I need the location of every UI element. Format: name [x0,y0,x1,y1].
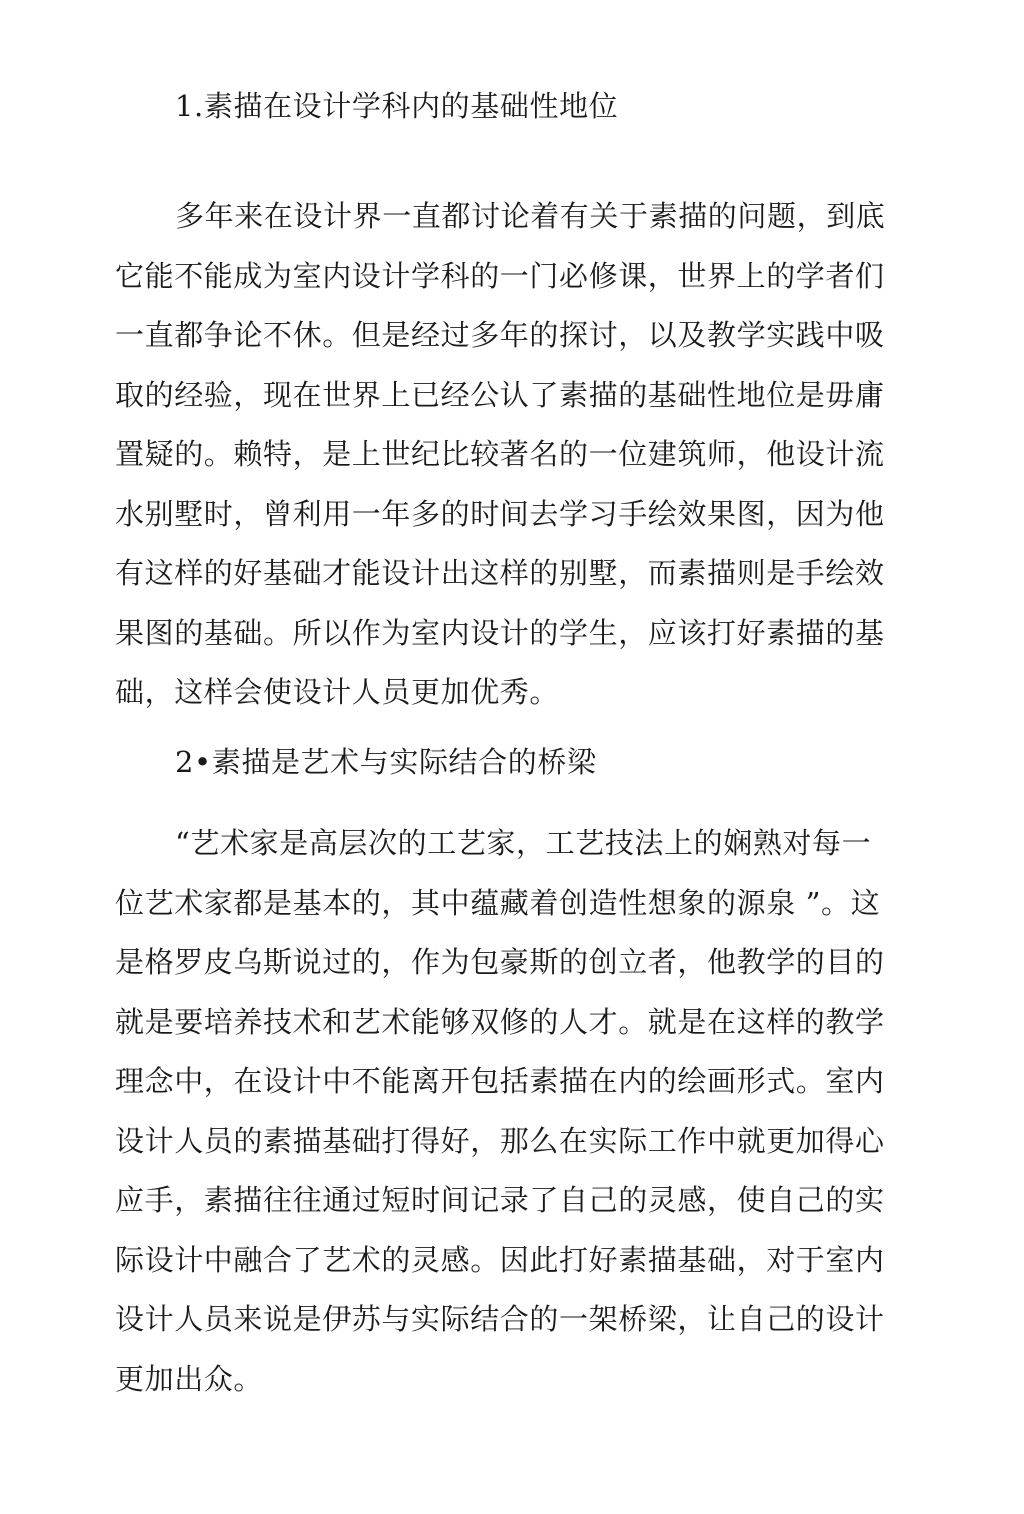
section-2-line-4: 就是要培养技术和艺术能够双修的人才。就是在这样的教学 [115,1005,885,1039]
section-2-line-5: 理念中，在设计中不能离开包括素描在内的绘画形式。室内 [115,1064,885,1098]
section-2-line-8: 际设计中融合了艺术的灵感。因此打好素描基础，对于室内 [115,1243,885,1277]
section-2-line-3: 是格罗皮乌斯说过的，作为包豪斯的创立者，他教学的目的 [115,945,885,979]
section-2-line-1: “艺术家是高层次的工艺家，工艺技法上的娴熟对每一 [175,826,872,860]
section-2-line-10: 更加出众。 [115,1362,264,1396]
section-1-line-9: 础，这样会使设计人员更加优秀。 [115,675,560,709]
section-1-line-5: 置疑的。赖特，是上世纪比较著名的一位建筑师，他设计流 [115,437,885,471]
section-2-heading: 2•素描是艺术与实际结合的桥梁 [175,745,597,779]
section-1-line-6: 水别墅时，曾利用一年多的时间去学习手绘效果图，因为他 [115,497,885,531]
section-1-line-7: 有这样的好基础才能设计出这样的别墅，而素描则是手绘效 [115,556,885,590]
section-1-line-8: 果图的基础。所以作为室内设计的学生，应该打好素描的基 [115,616,885,650]
section-2-line-2: 位艺术家都是基本的，其中蕴藏着创造性想象的源泉 ”。这 [115,886,881,920]
section-2-line-7: 应手，素描往往通过短时间记录了自己的灵感，使自己的实 [115,1183,885,1217]
section-1-line-3: 一直都争论不休。但是经过多年的探讨，以及教学实践中吸 [115,318,885,352]
section-2-line-6: 设计人员的素描基础打得好，那么在实际工作中就更加得心 [115,1124,885,1158]
section-1-line-2: 它能不能成为室内设计学科的一门必修课，世界上的学者们 [115,259,885,293]
section-1-line-1: 多年来在设计界一直都讨论着有关于素描的问题，到底 [175,199,886,233]
section-1-line-4: 取的经验，现在世界上已经公认了素描的基础性地位是毋庸 [115,378,885,412]
section-2-line-9: 设计人员来说是伊苏与实际结合的一架桥梁，让自己的设计 [115,1302,885,1336]
section-1-heading: 1.素描在设计学科内的基础性地位 [175,89,619,123]
